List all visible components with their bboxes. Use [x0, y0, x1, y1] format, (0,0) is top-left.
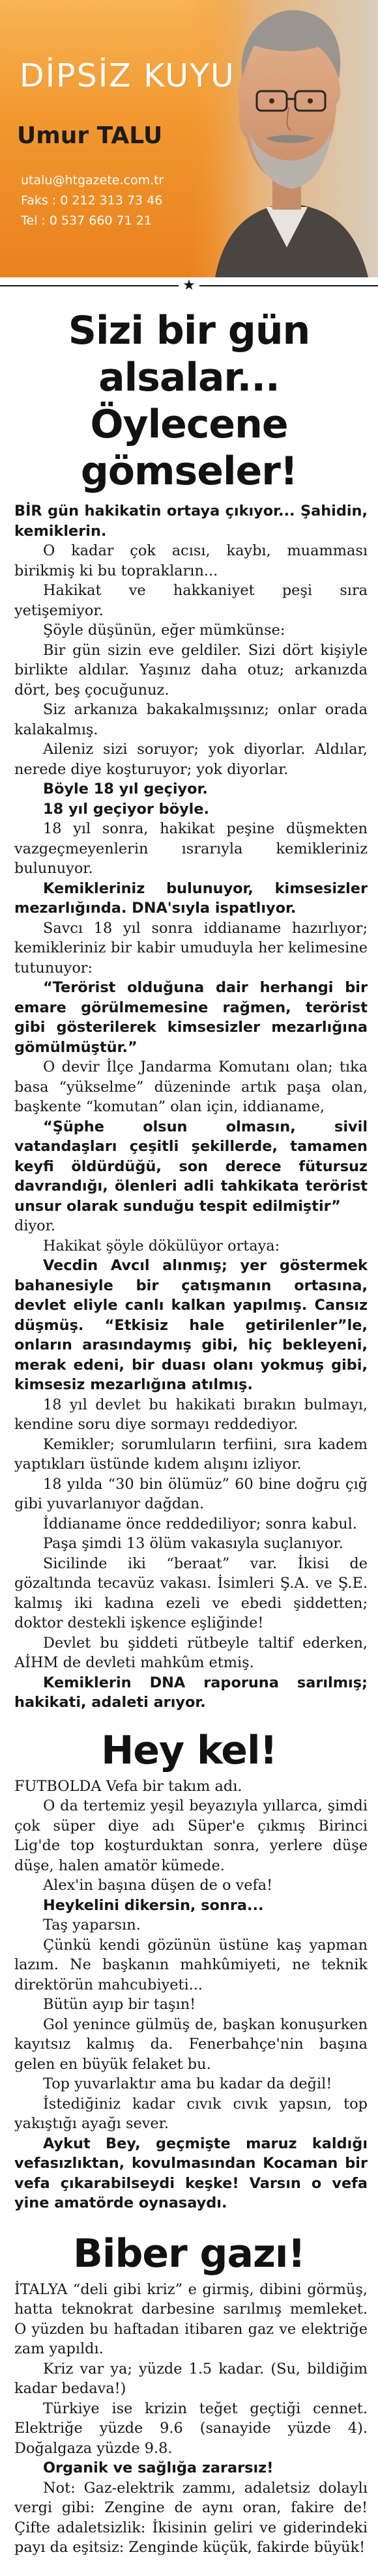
column-name: DİPSİZ KUYU [20, 57, 235, 94]
article-paragraph: Sicilinde iki “beraat” var. İkisi de gözaltında tecavüz vakası. İsimleri Ş.A. ve Ş.E. kalmış iki kadına ezeli ve ebedi şiddetten; doktor destekli işkence eşliğinde! [14, 1555, 368, 1631]
article-paragraph: FUTBOLDA Vefa bir takım adı. [14, 1777, 242, 1795]
article-paragraph: O devir İlçe Jandarma Komutanı olan; tıka basa “yükselme” düzeninde artık paşa olan, başkente “komutan” olan için, iddianame, [14, 1059, 368, 1115]
article-paragraph: Böyle 18 yıl geçiyor. [43, 781, 208, 797]
author-contact [21, 171, 164, 231]
article-paragraph: O kadar çok acısı, kaybı, muamması birikmiş ki bu toprakların... [14, 542, 368, 579]
article-paragraph: İTALYA “deli gibi kriz” e girmiş, dibini görmüş, hatta teknokrat darbesine sarılmış memleket. O yüzden bu haftadan itibaren gaz ve elektriğe zam yapıldı. [14, 2280, 368, 2357]
article-paragraph: Paşa şimdi 13 ölüm vakasıyla suçlanıyor. [43, 1535, 343, 1552]
article-paragraph: İstediğiniz kadar cıvık cıvık yapsın, top yakıştığı ayağı sever. [14, 2095, 368, 2132]
article-paragraph: Organik ve sağlığa zararsız! [43, 2459, 274, 2476]
article-paragraph: Alex'in başına düşen de o vefa! [43, 1877, 273, 1894]
article3-headline: Biber gazı! [73, 2230, 305, 2277]
article-paragraph: 18 yıl sonra, hakikat peşine düşmekten vazgeçmeyenlerin ısrarıyla kemikleriniz bulunuyor. [14, 820, 368, 877]
article-paragraph: Devlet bu şiddeti rütbeyle taltif ederken, AİHM de devleti mahkûm etmiş. [14, 1634, 368, 1671]
article-paragraph: O da tertemiz yeşil beyazıyla yıllarca, şimdi çok süper diye adı Süper'e çıkmış Birinci Lig'de top koşturduktan sonra, yerlere düşe düşe, halen amatör kümede. [14, 1797, 368, 1874]
article3-body [0, 2280, 378, 2558]
author-phone: Tel : 0 537 660 71 21 [21, 214, 152, 228]
article-paragraph: Kemiklerin DNA raporuna sarılmış; hakikati, adaleti arıyor. [14, 1674, 368, 1711]
article-paragraph: Aileniz sizi soruyor; yok diyorlar. Aldılar, nerede diye koşturuyor; yok diyorlar. [14, 741, 368, 778]
article-paragraph: 18 yıl geçiyor böyle. [43, 800, 210, 818]
article-paragraph: Siz arkanıza bakakalmışsınız; onlar orada kalakalmış. [14, 701, 368, 738]
article-paragraph: İddianame önce reddediliyor; sonra kabul. [43, 1515, 357, 1532]
article-paragraph: Kemikleriniz bulunuyor, kimsesizler mezarlığında. DNA'sıyla ispatlıyor. [14, 879, 368, 917]
article-paragraph: Kriz var ya; yüzde 1.5 kadar. (Su, bildiğim kadar bedava!) [14, 2360, 368, 2397]
article-paragraph: diyor. [14, 1217, 55, 1234]
article-paragraph: “Terörist olduğuna dair herhangi bir emare görülmemesine rağmen, terörist gibi gösterilerek kimsesizler mezarlığına gömülmüştür.” [14, 979, 368, 1056]
article-paragraph: Bütün ayıp bir taşın! [43, 1996, 196, 2013]
article2-headline: Hey kel! [101, 1727, 277, 1773]
article-paragraph: Türkiye ise krizin teğet geçtiği cennet. Elektriğe yüzde 9.6 (sanayide yüzde 4). Doğalgaza yüzde 9.8. [14, 2400, 368, 2457]
article1-body [0, 501, 378, 1713]
author-name: Umur TALU [17, 122, 163, 149]
author-fax: Faks : 0 212 313 73 46 [21, 193, 163, 208]
article-paragraph: Şöyle düşünün, eğer mümkünse: [43, 622, 285, 639]
article-paragraph: Aykut Bey, geçmişte maruz kaldığı vefasızlıktan, kovulmasından Kocaman bir vefa çıkarabilseydi keşke! Varsın o vefa yine amatörde oynasaydı. [14, 2135, 368, 2211]
ornament-divider [0, 277, 378, 303]
article-paragraph: 18 yılda “30 bin ölümüz” 60 bine doğru çığ gibi yuvarlanıyor dağdan. [14, 1475, 368, 1512]
article-paragraph: Bir gün sizin eve geldiler. Sizi dört kişiyle birlikte aldılar. Yaşınız daha otuz; arkanızda dört, beş çocuğunuz. [14, 641, 368, 699]
article-paragraph: Kemikler; sorumluların terfiini, sıra kadem yaptıkları üstünde kıdem alışını izliyor. [14, 1435, 368, 1473]
author-portrait [189, 0, 378, 277]
article-paragraph: Top yuvarlaktır ama bu kadar da değil! [43, 2075, 332, 2092]
article1-headline: Sizi bir gün alsalar... Öylecene gömseler! [68, 308, 310, 494]
article-paragraph: 18 yıl devlet bu hakikati bırakın bulmayı, kendine soru diye sormayı reddediyor. [14, 1396, 368, 1433]
article-paragraph: Çünkü kendi gözünün üstüne kaş yapman lazım. Ne başkanın mahkûmiyeti, ne teknik direktörün mahcubiyeti... [14, 1936, 368, 1993]
article-paragraph: Hakikat ve hakkaniyet peşi sıra yetişemiyor. [14, 582, 368, 619]
article-paragraph: “Şüphe olsun olmasın, sivil vatandaşları çeşitli şekillerde, tamamen keyfi öldürdüğü, son derece fütursuz davrandığı, ölenleri adli tahkikata terörist unsur olarak sunduğu tespit edilmiştir” [14, 1118, 368, 1215]
column-header [0, 0, 378, 277]
article-paragraph: Gol yenince gülmüş de, başkan konuşurken kayıtsız kalmış da. Fenerbahçe'nin başına gelen en büyük felaket bu. [14, 2015, 368, 2073]
star-icon: ★ [179, 277, 199, 294]
article-paragraph: BİR gün hakikatin ortaya çıkıyor... Şahidin, kemiklerin. [14, 503, 368, 540]
article-paragraph: Taş yaparsın. [43, 1917, 141, 1933]
article-paragraph: Heykelini dikersin, sonra... [43, 1896, 264, 1914]
author-email: utalu@htgazete.com.tr [21, 173, 164, 187]
article-paragraph: Hakikat şöyle dökülüyor ortaya: [43, 1237, 280, 1254]
article2-body [0, 1777, 378, 2213]
article-paragraph: Not: Gaz-elektrik zammı, adaletsiz dolaylı vergi gibi: Zengine de aynı oran, fakire de! Çifte adaletsizlik: İkisinin geliri ve giderindeki payı da eşitsiz: Zenginde küçük, fakirde büyük! [14, 2479, 368, 2556]
article-paragraph: Savcı 18 yıl sonra iddianame hazırlıyor; kemikleriniz bir kabir umuduyla her kelimesine tutunuyor: [14, 919, 368, 976]
article-paragraph: Vecdin Avcıl alınmış; yer göstermek bahanesiyle bir çatışmanın ortasına, devlet eliyle canlı kalkan yapılmış. Cansız düşmüş. “Etkisiz hale getirilenler”le, onların arasındaymış gibi, hiç bekleyeni, merak edeni, bir duası olanı yokmuş gibi, kimsesiz mezarlığına atılmış. [14, 1257, 368, 1393]
